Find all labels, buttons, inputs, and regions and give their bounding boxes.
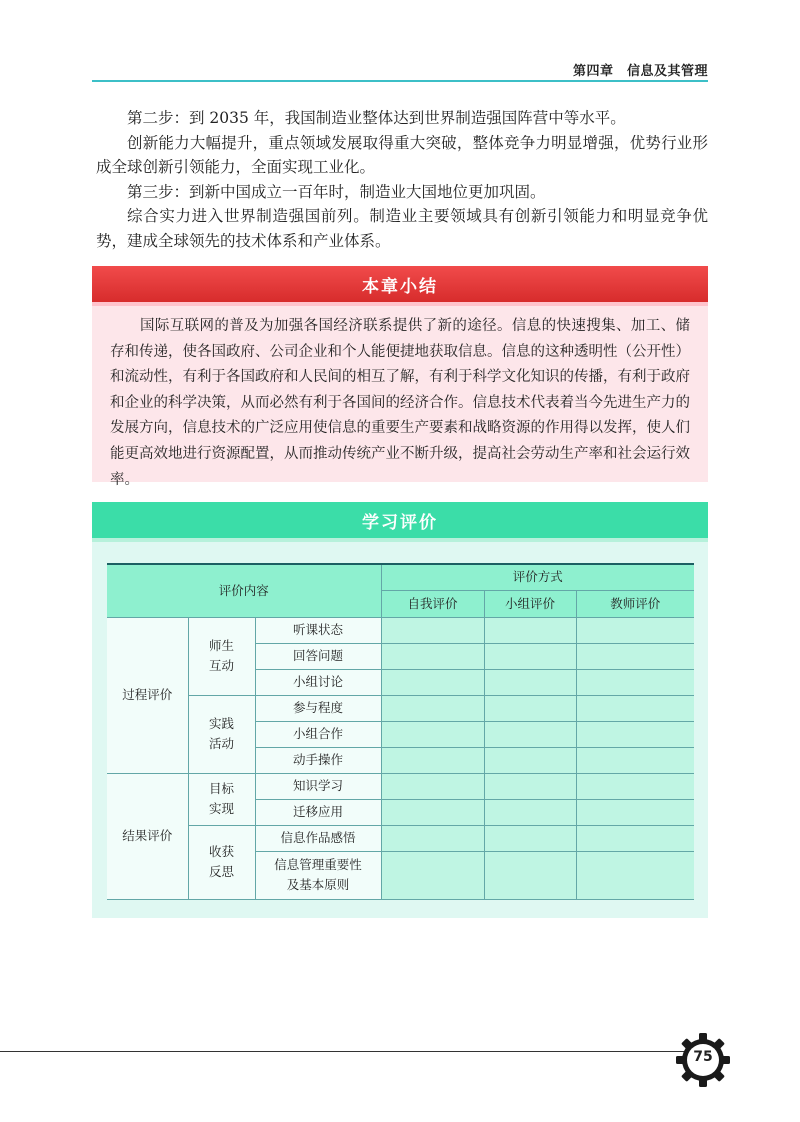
group-eval-cell[interactable] bbox=[484, 747, 576, 773]
evaluation-table bbox=[107, 563, 694, 900]
teacher-eval-cell[interactable] bbox=[576, 721, 694, 747]
content-header: 评价内容 bbox=[107, 564, 381, 617]
item-cooperation: 小组合作 bbox=[255, 721, 381, 747]
method-header: 评价方式 bbox=[381, 564, 694, 590]
subgroup-reflection: 收获反思 bbox=[188, 825, 255, 899]
group-eval-cell[interactable] bbox=[484, 643, 576, 669]
subgroup-practice: 实践活动 bbox=[188, 695, 255, 773]
method-column-self: 自我评价 bbox=[381, 590, 484, 617]
body-paragraph: 创新能力大幅提升，重点领域发展取得重大突破，整体竞争力明显增强，优势行业形成全球创新引领能力，全面实现工业化。 bbox=[96, 133, 708, 176]
group-eval-cell[interactable] bbox=[484, 773, 576, 799]
item-hands-on: 动手操作 bbox=[255, 747, 381, 773]
body-text bbox=[96, 106, 708, 253]
self-eval-cell[interactable] bbox=[381, 799, 484, 825]
group-eval-cell[interactable] bbox=[484, 669, 576, 695]
chapter-header: 第四章 信息及其管理 bbox=[572, 64, 708, 79]
item-answering: 回答问题 bbox=[255, 643, 381, 669]
teacher-eval-cell[interactable] bbox=[576, 773, 694, 799]
body-paragraph: 第二步：到 2035 年，我国制造业整体达到世界制造强国阵营中等水平。 bbox=[127, 109, 626, 127]
item-participation: 参与程度 bbox=[255, 695, 381, 721]
subgroup-interaction: 师生互动 bbox=[188, 617, 255, 695]
body-paragraph: 第三步：到新中国成立一百年时，制造业大国地位更加巩固。 bbox=[127, 182, 546, 201]
group-eval-cell[interactable] bbox=[484, 617, 576, 643]
method-column-group: 小组评价 bbox=[484, 590, 576, 617]
teacher-eval-cell[interactable] bbox=[576, 669, 694, 695]
group-process: 过程评价 bbox=[107, 617, 188, 773]
body-paragraph: 综合实力进入世界制造强国前列。制造业主要领域具有创新引领能力和明显竞争优势，建成全球领先的技术体系和产业体系。 bbox=[96, 207, 708, 250]
self-eval-cell[interactable] bbox=[381, 695, 484, 721]
summary-text: 国际互联网的普及为加强各国经济联系提供了新的途径。信息的快速搜集、加工、储存和传递，使各国政府、公司企业和个人能便捷地获取信息。信息的这种透明性（公开性）和流动性，有利于各国政府和人民间的相互了解，有利于科学文化知识的传播，有利于政府和企业的科学决策，从而必然有利于各国间的经济合作。信息技术代表着当今先进生产力的发展方向，信息技术的广泛应用使信息的重要生产要素和战略资源的作用得以发挥，使人们能更高效地进行资源配置，从而推动传统产业不断升级，提高社会劳动生产率和社会运行效率。 bbox=[110, 318, 690, 488]
item-listening: 听课状态 bbox=[255, 617, 381, 643]
self-eval-cell[interactable] bbox=[381, 721, 484, 747]
group-eval-cell[interactable] bbox=[484, 695, 576, 721]
self-eval-cell[interactable] bbox=[381, 617, 484, 643]
item-principles: 信息管理重要性及基本原则 bbox=[255, 851, 381, 899]
summary-box bbox=[92, 306, 708, 488]
item-work-insight: 信息作品感悟 bbox=[255, 825, 381, 851]
method-column-teacher: 教师评价 bbox=[576, 590, 694, 617]
teacher-eval-cell[interactable] bbox=[576, 799, 694, 825]
self-eval-cell[interactable] bbox=[381, 669, 484, 695]
page-number: 75 bbox=[693, 1049, 713, 1065]
self-eval-cell[interactable] bbox=[381, 773, 484, 799]
self-eval-cell[interactable] bbox=[381, 643, 484, 669]
item-knowledge: 知识学习 bbox=[255, 773, 381, 799]
header-divider bbox=[92, 80, 708, 82]
summary-title: 本章小结 bbox=[92, 266, 708, 306]
item-transfer: 迁移应用 bbox=[255, 799, 381, 825]
teacher-eval-cell[interactable] bbox=[576, 851, 694, 899]
self-eval-cell[interactable] bbox=[381, 825, 484, 851]
group-eval-cell[interactable] bbox=[484, 799, 576, 825]
item-discussion: 小组讨论 bbox=[255, 669, 381, 695]
teacher-eval-cell[interactable] bbox=[576, 825, 694, 851]
group-eval-cell[interactable] bbox=[484, 851, 576, 899]
group-result: 结果评价 bbox=[107, 773, 188, 899]
self-eval-cell[interactable] bbox=[381, 747, 484, 773]
teacher-eval-cell[interactable] bbox=[576, 617, 694, 643]
footer-divider bbox=[0, 1051, 690, 1052]
teacher-eval-cell[interactable] bbox=[576, 695, 694, 721]
evaluation-title: 学习评价 bbox=[92, 502, 708, 542]
group-eval-cell[interactable] bbox=[484, 721, 576, 747]
teacher-eval-cell[interactable] bbox=[576, 643, 694, 669]
subgroup-goal: 目标实现 bbox=[188, 773, 255, 825]
teacher-eval-cell[interactable] bbox=[576, 747, 694, 773]
group-eval-cell[interactable] bbox=[484, 825, 576, 851]
self-eval-cell[interactable] bbox=[381, 851, 484, 899]
